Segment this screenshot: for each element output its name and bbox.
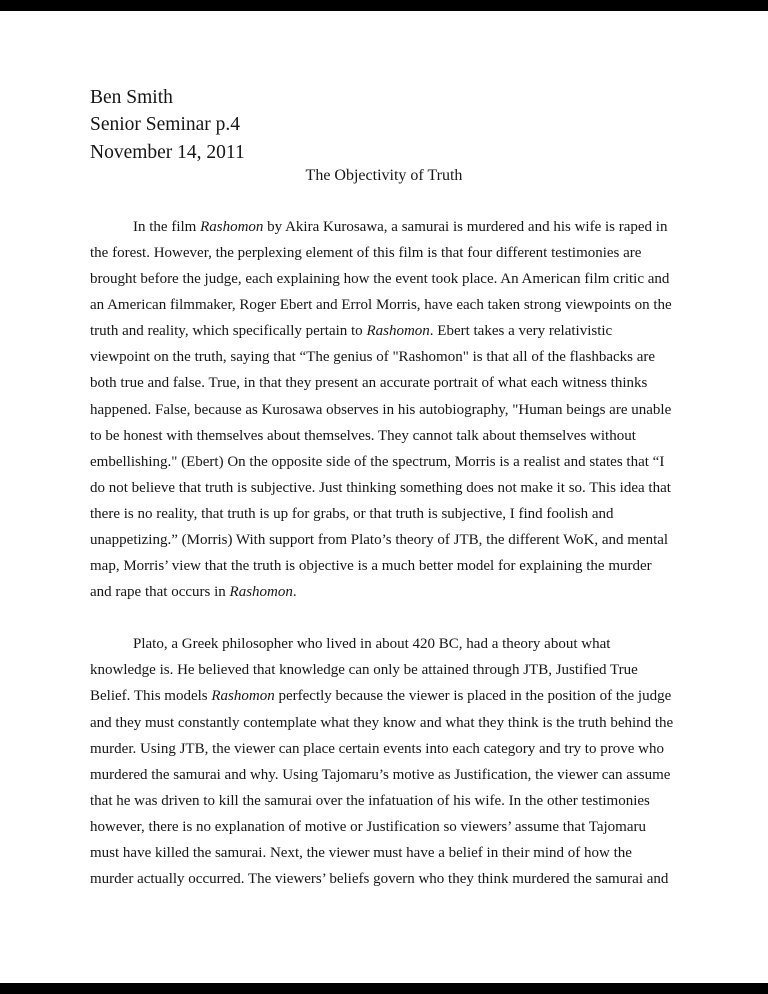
essay-paragraph-1: In the film Rashomon by Akira Kurosawa, a samurai is murdered and his wife is raped in the forest. However, the perplexing element of this film is that four different testimonies are brought before the judge, each explaining how the event took place. An American film critic and an American filmmaker, Roger Ebert and Errol Morris, have each taken strong viewpoints on the truth and reality, which specifically pertain to Rashomon. Ebert takes a very relativistic viewpoint on the truth, saying that “The genius of "Rashomon" is that all of the flashbacks are both true and false. True, in that they present an accurate portrait of what each witness thinks happened. False, because as Kurosawa observes in his autobiography, "Human beings are unable to be honest with themselves about themselves. They cannot talk about themselves without embellishing." (Ebert) On the opposite side of the spectrum, Morris is a realist and states that “I do not believe that truth is subjective. Just thinking something does not make it so. This idea that there is no reality, that truth is up for grabs, or that truth is subjective, I find foolish and unappetizing.” (Morris) With support from Plato’s theory of JTB, the different WoK, and mental map, Morris’ view that the truth is objective is a much better model for explaining the murder and rape that occurs in Rashomon.: [90, 218, 672, 601]
author-name: Ben Smith: [90, 87, 173, 108]
essay-paragraph-2: Plato, a Greek philosopher who lived in about 420 BC, had a theory about what knowledge is. He believed that knowledge can only be attained through JTB, Justified True Belief. This models Rashomon perfectly because the viewer is placed in the position of the judge and they must constantly contemplate what they know and what they think is the truth behind the murder. Using JTB, the viewer can place certain events into each category and try to prove who murdered the samurai and why. Using Tajomaru’s motive as Justification, the viewer can assume that he was driven to kill the samurai over the infatuation of his wife. In the other testimonies however, there is no explanation of motive or Justification so viewers’ assume that Tajomaru must have killed the samurai. Next, the viewer must have a belief in their mind of how the murder actually occurred. The viewers’ beliefs govern who they think murdered the samurai and: [90, 636, 674, 888]
essay-title: The Objectivity of Truth: [305, 166, 463, 184]
date-line: November 14, 2011: [90, 141, 245, 163]
bottom-letterbox-bar: [0, 983, 768, 994]
course-line: Senior Seminar p.4: [90, 114, 241, 136]
essay-heading-block: [90, 84, 678, 166]
